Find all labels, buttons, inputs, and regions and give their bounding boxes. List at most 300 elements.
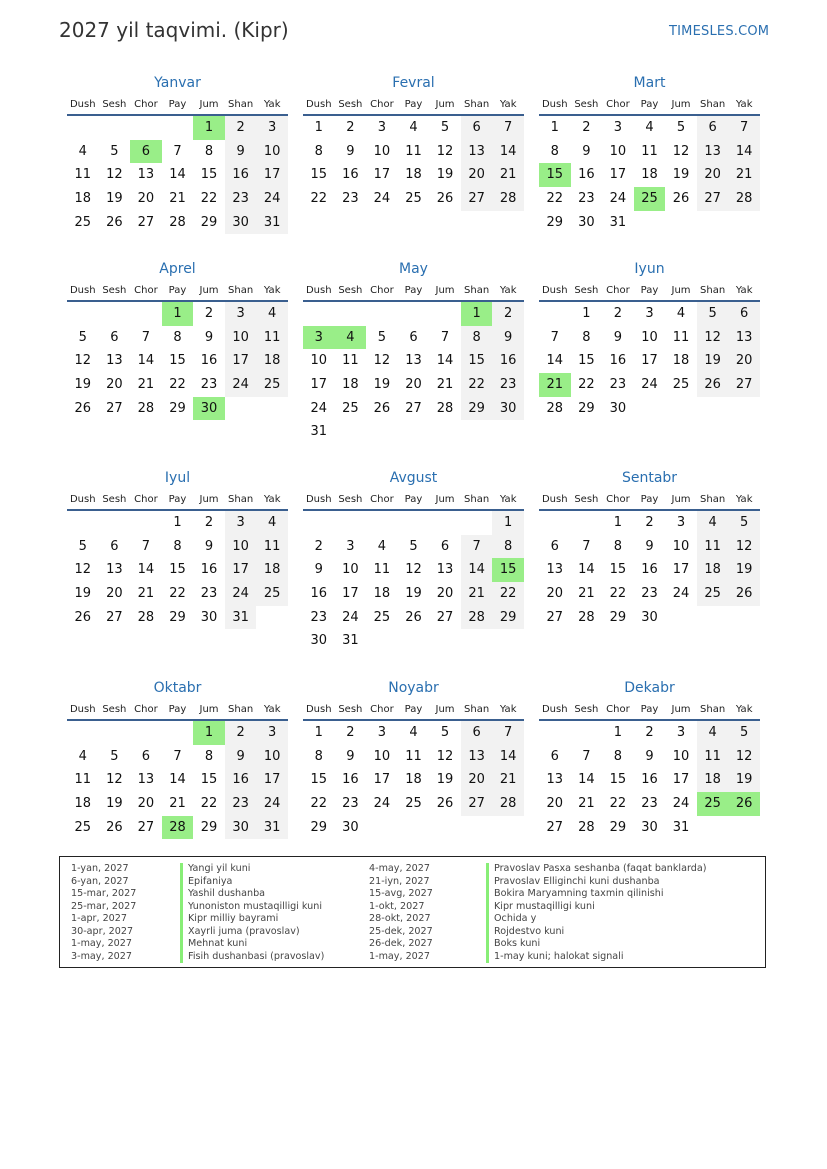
day-cell[interactable]: 11 (256, 535, 288, 559)
day-cell[interactable]: 10 (641, 329, 658, 345)
day-cell[interactable]: 10 (373, 748, 391, 764)
day-cell[interactable]: 8 (613, 538, 623, 554)
day-cell[interactable]: 20 (546, 796, 564, 812)
day-cell[interactable]: 27 (436, 609, 454, 625)
day-cell[interactable]: 24 (609, 191, 627, 207)
day-cell[interactable]: 17 (310, 377, 328, 393)
day-cell[interactable]: 30 (492, 397, 524, 421)
day-cell[interactable]: 6 (409, 329, 418, 345)
day-cell[interactable]: 18 (641, 167, 658, 183)
day-cell[interactable]: 11 (697, 535, 729, 559)
day-cell[interactable]: 8 (173, 538, 182, 554)
day-cell[interactable]: 10 (342, 562, 359, 578)
day-cell[interactable]: 16 (641, 562, 658, 578)
day-cell[interactable]: 25 (74, 819, 92, 835)
day-cell[interactable]: 18 (74, 796, 92, 812)
day-cell[interactable]: 7 (492, 721, 524, 745)
day-cell[interactable]: 16 (492, 349, 524, 373)
holiday-day-cell[interactable]: 25 (634, 187, 666, 211)
day-cell[interactable]: 19 (74, 377, 92, 393)
day-cell[interactable]: 14 (137, 562, 155, 578)
day-cell[interactable]: 28 (137, 400, 155, 416)
day-cell[interactable]: 16 (578, 167, 595, 183)
day-cell[interactable]: 5 (409, 538, 418, 554)
day-cell[interactable]: 9 (613, 329, 623, 345)
day-cell[interactable]: 9 (645, 748, 654, 764)
day-cell[interactable]: 26 (405, 609, 422, 625)
day-cell[interactable]: 18 (697, 558, 729, 582)
day-cell[interactable]: 14 (436, 353, 454, 369)
day-cell[interactable]: 31 (256, 211, 288, 235)
day-cell[interactable]: 11 (641, 143, 658, 159)
day-cell[interactable]: 17 (225, 349, 257, 373)
day-cell[interactable]: 18 (672, 353, 690, 369)
day-cell[interactable]: 25 (342, 400, 359, 416)
day-cell[interactable]: 7 (461, 535, 493, 559)
day-cell[interactable]: 23 (609, 377, 627, 393)
day-cell[interactable]: 11 (672, 329, 690, 345)
day-cell[interactable]: 28 (492, 792, 524, 816)
day-cell[interactable]: 22 (461, 373, 493, 397)
day-cell[interactable]: 10 (225, 326, 257, 350)
day-cell[interactable]: 11 (405, 748, 422, 764)
day-cell[interactable]: 14 (578, 772, 595, 788)
day-cell[interactable]: 27 (697, 187, 729, 211)
day-cell[interactable]: 7 (582, 538, 591, 554)
day-cell[interactable]: 2 (346, 725, 355, 740)
day-cell[interactable]: 12 (74, 562, 92, 578)
holiday-day-cell[interactable]: 4 (335, 326, 367, 350)
day-cell[interactable]: 24 (225, 373, 257, 397)
day-cell[interactable]: 14 (578, 562, 595, 578)
day-cell[interactable]: 21 (137, 377, 155, 393)
day-cell[interactable]: 6 (550, 748, 559, 764)
day-cell[interactable]: 4 (409, 120, 418, 135)
day-cell[interactable]: 8 (204, 143, 214, 159)
day-cell[interactable]: 5 (440, 725, 450, 740)
day-cell[interactable]: 26 (74, 609, 92, 625)
day-cell[interactable]: 20 (461, 768, 493, 792)
holiday-day-cell[interactable]: 3 (303, 326, 335, 350)
day-cell[interactable]: 7 (550, 329, 559, 345)
day-cell[interactable]: 26 (672, 191, 690, 207)
day-cell[interactable]: 20 (106, 377, 123, 393)
day-cell[interactable]: 21 (169, 796, 186, 812)
day-cell[interactable]: 12 (373, 353, 391, 369)
day-cell[interactable]: 31 (342, 633, 359, 649)
day-cell[interactable]: 1 (492, 511, 524, 535)
day-cell[interactable]: 24 (641, 377, 658, 393)
day-cell[interactable]: 29 (492, 606, 524, 630)
holiday-day-cell[interactable]: 15 (492, 558, 524, 582)
day-cell[interactable]: 16 (609, 353, 627, 369)
day-cell[interactable]: 18 (342, 377, 359, 393)
day-cell[interactable]: 12 (436, 143, 454, 159)
day-cell[interactable]: 4 (78, 748, 87, 764)
day-cell[interactable]: 4 (256, 302, 288, 326)
day-cell[interactable]: 2 (613, 306, 623, 321)
day-cell[interactable]: 2 (225, 116, 257, 140)
day-cell[interactable]: 7 (440, 329, 450, 345)
day-cell[interactable]: 29 (200, 819, 218, 835)
day-cell[interactable]: 16 (342, 772, 359, 788)
day-cell[interactable]: 27 (405, 400, 422, 416)
day-cell[interactable]: 17 (225, 558, 257, 582)
day-cell[interactable]: 9 (225, 140, 257, 164)
day-cell[interactable]: 25 (697, 582, 729, 606)
day-cell[interactable]: 19 (436, 167, 454, 183)
day-cell[interactable]: 16 (310, 586, 328, 602)
day-cell[interactable]: 15 (609, 772, 627, 788)
day-cell[interactable]: 17 (672, 562, 690, 578)
day-cell[interactable]: 11 (697, 745, 729, 769)
day-cell[interactable]: 28 (436, 400, 454, 416)
day-cell[interactable]: 18 (697, 768, 729, 792)
day-cell[interactable]: 10 (373, 143, 391, 159)
day-cell[interactable]: 8 (314, 748, 323, 764)
holiday-day-cell[interactable]: 1 (162, 302, 194, 326)
day-cell[interactable]: 12 (74, 353, 92, 369)
holiday-day-cell[interactable]: 26 (728, 792, 760, 816)
holiday-day-cell[interactable]: 15 (539, 163, 571, 187)
day-cell[interactable]: 12 (672, 143, 690, 159)
day-cell[interactable]: 11 (256, 326, 288, 350)
day-cell[interactable]: 30 (641, 819, 658, 835)
day-cell[interactable]: 3 (225, 302, 257, 326)
day-cell[interactable]: 21 (461, 582, 493, 606)
day-cell[interactable]: 30 (225, 816, 257, 840)
day-cell[interactable]: 20 (436, 586, 454, 602)
day-cell[interactable]: 8 (492, 535, 524, 559)
day-cell[interactable]: 20 (106, 586, 123, 602)
day-cell[interactable]: 29 (546, 214, 564, 230)
day-cell[interactable]: 15 (461, 349, 493, 373)
day-cell[interactable]: 13 (137, 167, 155, 183)
day-cell[interactable]: 14 (169, 167, 186, 183)
day-cell[interactable]: 27 (461, 792, 493, 816)
day-cell[interactable]: 16 (225, 163, 257, 187)
day-cell[interactable]: 29 (310, 819, 328, 835)
day-cell[interactable]: 8 (314, 143, 323, 159)
day-cell[interactable]: 17 (672, 772, 690, 788)
day-cell[interactable]: 6 (461, 721, 493, 745)
day-cell[interactable]: 4 (697, 721, 729, 745)
day-cell[interactable]: 18 (373, 586, 391, 602)
day-cell[interactable]: 29 (609, 819, 627, 835)
day-cell[interactable]: 5 (78, 329, 87, 345)
day-cell[interactable]: 13 (436, 562, 454, 578)
day-cell[interactable]: 16 (200, 353, 218, 369)
day-cell[interactable]: 24 (310, 400, 328, 416)
day-cell[interactable]: 30 (578, 214, 595, 230)
day-cell[interactable]: 10 (672, 748, 690, 764)
day-cell[interactable]: 13 (461, 140, 493, 164)
day-cell[interactable]: 24 (373, 191, 391, 207)
day-cell[interactable]: 12 (106, 772, 123, 788)
day-cell[interactable]: 29 (461, 397, 493, 421)
day-cell[interactable]: 9 (204, 329, 214, 345)
holiday-day-cell[interactable]: 25 (697, 792, 729, 816)
day-cell[interactable]: 22 (609, 796, 627, 812)
day-cell[interactable]: 4 (645, 120, 654, 135)
day-cell[interactable]: 28 (492, 187, 524, 211)
day-cell[interactable]: 6 (110, 538, 119, 554)
day-cell[interactable]: 13 (106, 353, 123, 369)
day-cell[interactable]: 30 (641, 609, 658, 625)
day-cell[interactable]: 29 (169, 400, 186, 416)
day-cell[interactable]: 22 (492, 582, 524, 606)
day-cell[interactable]: 6 (141, 748, 151, 764)
day-cell[interactable]: 24 (672, 586, 690, 602)
day-cell[interactable]: 5 (377, 329, 387, 345)
day-cell[interactable]: 15 (169, 562, 186, 578)
day-cell[interactable]: 22 (578, 377, 595, 393)
day-cell[interactable]: 12 (728, 535, 760, 559)
day-cell[interactable]: 23 (342, 191, 359, 207)
day-cell[interactable]: 29 (578, 400, 595, 416)
day-cell[interactable]: 3 (613, 120, 623, 135)
day-cell[interactable]: 9 (346, 143, 355, 159)
day-cell[interactable]: 14 (492, 745, 524, 769)
day-cell[interactable]: 22 (546, 191, 564, 207)
day-cell[interactable]: 4 (256, 511, 288, 535)
day-cell[interactable]: 11 (342, 353, 359, 369)
day-cell[interactable]: 13 (697, 140, 729, 164)
day-cell[interactable]: 24 (256, 792, 288, 816)
day-cell[interactable]: 19 (106, 191, 123, 207)
day-cell[interactable]: 1 (550, 120, 559, 135)
day-cell[interactable]: 2 (645, 515, 654, 530)
day-cell[interactable]: 1 (613, 725, 623, 740)
day-cell[interactable]: 6 (728, 302, 760, 326)
day-cell[interactable]: 23 (641, 586, 658, 602)
day-cell[interactable]: 7 (173, 748, 182, 764)
day-cell[interactable]: 2 (492, 302, 524, 326)
day-cell[interactable]: 18 (256, 558, 288, 582)
holiday-day-cell[interactable]: 1 (193, 721, 225, 745)
day-cell[interactable]: 28 (578, 609, 595, 625)
day-cell[interactable]: 22 (200, 796, 218, 812)
day-cell[interactable]: 26 (728, 582, 760, 606)
day-cell[interactable]: 30 (609, 400, 627, 416)
day-cell[interactable]: 5 (728, 511, 760, 535)
day-cell[interactable]: 9 (582, 143, 591, 159)
day-cell[interactable]: 1 (314, 725, 323, 740)
day-cell[interactable]: 3 (676, 725, 686, 740)
day-cell[interactable]: 23 (492, 373, 524, 397)
day-cell[interactable]: 3 (346, 538, 355, 554)
day-cell[interactable]: 13 (461, 745, 493, 769)
day-cell[interactable]: 23 (310, 609, 328, 625)
day-cell[interactable]: 7 (728, 116, 760, 140)
day-cell[interactable]: 6 (697, 116, 729, 140)
day-cell[interactable]: 25 (405, 191, 422, 207)
day-cell[interactable]: 4 (78, 143, 87, 159)
day-cell[interactable]: 15 (200, 772, 218, 788)
holiday-day-cell[interactable]: 21 (539, 373, 571, 397)
day-cell[interactable]: 1 (173, 515, 182, 530)
day-cell[interactable]: 19 (697, 349, 729, 373)
day-cell[interactable]: 27 (546, 609, 564, 625)
day-cell[interactable]: 5 (728, 721, 760, 745)
day-cell[interactable]: 23 (225, 187, 257, 211)
day-cell[interactable]: 3 (256, 721, 288, 745)
day-cell[interactable]: 2 (582, 120, 591, 135)
day-cell[interactable]: 4 (377, 538, 387, 554)
day-cell[interactable]: 23 (200, 377, 218, 393)
day-cell[interactable]: 14 (169, 772, 186, 788)
day-cell[interactable]: 7 (492, 116, 524, 140)
day-cell[interactable]: 19 (373, 377, 391, 393)
day-cell[interactable]: 30 (200, 609, 218, 625)
day-cell[interactable]: 24 (672, 796, 690, 812)
day-cell[interactable]: 9 (346, 748, 355, 764)
day-cell[interactable]: 8 (582, 329, 591, 345)
day-cell[interactable]: 20 (546, 586, 564, 602)
day-cell[interactable]: 2 (204, 306, 214, 321)
day-cell[interactable]: 10 (256, 140, 288, 164)
day-cell[interactable]: 18 (256, 349, 288, 373)
day-cell[interactable]: 18 (405, 772, 422, 788)
day-cell[interactable]: 7 (141, 329, 151, 345)
day-cell[interactable]: 26 (106, 819, 123, 835)
day-cell[interactable]: 22 (310, 796, 328, 812)
day-cell[interactable]: 24 (225, 582, 257, 606)
day-cell[interactable]: 23 (342, 796, 359, 812)
day-cell[interactable]: 21 (169, 191, 186, 207)
day-cell[interactable]: 3 (377, 725, 387, 740)
holiday-day-cell[interactable]: 1 (461, 302, 493, 326)
day-cell[interactable]: 21 (578, 796, 595, 812)
day-cell[interactable]: 15 (609, 562, 627, 578)
day-cell[interactable]: 21 (492, 768, 524, 792)
day-cell[interactable]: 11 (405, 143, 422, 159)
day-cell[interactable]: 3 (225, 511, 257, 535)
day-cell[interactable]: 28 (728, 187, 760, 211)
day-cell[interactable]: 29 (609, 609, 627, 625)
day-cell[interactable]: 27 (137, 819, 155, 835)
holiday-day-cell[interactable]: 1 (193, 116, 225, 140)
day-cell[interactable]: 17 (342, 586, 359, 602)
day-cell[interactable]: 24 (373, 796, 391, 812)
day-cell[interactable]: 2 (645, 725, 654, 740)
day-cell[interactable]: 25 (256, 373, 288, 397)
day-cell[interactable]: 6 (461, 116, 493, 140)
day-cell[interactable]: 17 (256, 768, 288, 792)
day-cell[interactable]: 11 (74, 167, 92, 183)
day-cell[interactable]: 2 (225, 721, 257, 745)
day-cell[interactable]: 15 (169, 353, 186, 369)
day-cell[interactable]: 1 (314, 120, 323, 135)
day-cell[interactable]: 16 (200, 562, 218, 578)
day-cell[interactable]: 30 (225, 211, 257, 235)
day-cell[interactable]: 27 (106, 400, 123, 416)
day-cell[interactable]: 4 (409, 725, 418, 740)
day-cell[interactable]: 8 (613, 748, 623, 764)
day-cell[interactable]: 1 (613, 515, 623, 530)
day-cell[interactable]: 22 (169, 377, 186, 393)
day-cell[interactable]: 10 (310, 353, 328, 369)
day-cell[interactable]: 10 (672, 538, 690, 554)
day-cell[interactable]: 18 (74, 191, 92, 207)
day-cell[interactable]: 23 (578, 191, 595, 207)
day-cell[interactable]: 24 (342, 609, 359, 625)
day-cell[interactable]: 12 (728, 745, 760, 769)
day-cell[interactable]: 13 (546, 562, 564, 578)
day-cell[interactable]: 15 (200, 167, 218, 183)
day-cell[interactable]: 14 (728, 140, 760, 164)
day-cell[interactable]: 28 (169, 214, 186, 230)
day-cell[interactable]: 27 (728, 373, 760, 397)
day-cell[interactable]: 19 (436, 772, 454, 788)
day-cell[interactable]: 9 (314, 562, 323, 578)
day-cell[interactable]: 9 (225, 745, 257, 769)
day-cell[interactable]: 12 (697, 326, 729, 350)
day-cell[interactable]: 29 (169, 609, 186, 625)
day-cell[interactable]: 21 (436, 377, 454, 393)
day-cell[interactable]: 21 (492, 163, 524, 187)
day-cell[interactable]: 22 (609, 586, 627, 602)
day-cell[interactable]: 20 (461, 163, 493, 187)
day-cell[interactable]: 23 (200, 586, 218, 602)
day-cell[interactable]: 25 (256, 582, 288, 606)
day-cell[interactable]: 9 (645, 538, 654, 554)
day-cell[interactable]: 28 (461, 606, 493, 630)
day-cell[interactable]: 18 (405, 167, 422, 183)
day-cell[interactable]: 10 (609, 143, 627, 159)
day-cell[interactable]: 29 (200, 214, 218, 230)
day-cell[interactable]: 20 (697, 163, 729, 187)
day-cell[interactable]: 8 (204, 748, 214, 764)
day-cell[interactable]: 25 (373, 609, 391, 625)
day-cell[interactable]: 5 (697, 302, 729, 326)
day-cell[interactable]: 20 (137, 796, 155, 812)
day-cell[interactable]: 30 (310, 633, 328, 649)
day-cell[interactable]: 22 (169, 586, 186, 602)
day-cell[interactable]: 16 (641, 772, 658, 788)
day-cell[interactable]: 1 (582, 306, 591, 321)
day-cell[interactable]: 3 (256, 116, 288, 140)
day-cell[interactable]: 13 (106, 562, 123, 578)
holiday-day-cell[interactable]: 6 (130, 140, 162, 164)
day-cell[interactable]: 26 (74, 400, 92, 416)
day-cell[interactable]: 20 (137, 191, 155, 207)
day-cell[interactable]: 19 (106, 796, 123, 812)
day-cell[interactable]: 2 (314, 538, 323, 554)
day-cell[interactable]: 6 (110, 329, 119, 345)
day-cell[interactable]: 14 (546, 353, 564, 369)
day-cell[interactable]: 8 (550, 143, 559, 159)
day-cell[interactable]: 3 (645, 306, 654, 321)
day-cell[interactable]: 27 (546, 819, 564, 835)
day-cell[interactable]: 12 (436, 748, 454, 764)
day-cell[interactable]: 5 (110, 748, 119, 764)
day-cell[interactable]: 26 (436, 796, 454, 812)
day-cell[interactable]: 15 (578, 353, 595, 369)
day-cell[interactable]: 10 (225, 535, 257, 559)
day-cell[interactable]: 25 (672, 377, 690, 393)
day-cell[interactable]: 17 (256, 163, 288, 187)
day-cell[interactable]: 10 (256, 745, 288, 769)
day-cell[interactable]: 12 (405, 562, 422, 578)
day-cell[interactable]: 3 (676, 515, 686, 530)
day-cell[interactable]: 20 (728, 349, 760, 373)
day-cell[interactable]: 31 (609, 214, 627, 230)
day-cell[interactable]: 31 (225, 606, 257, 630)
day-cell[interactable]: 13 (137, 772, 155, 788)
day-cell[interactable]: 19 (728, 558, 760, 582)
day-cell[interactable]: 17 (641, 353, 658, 369)
